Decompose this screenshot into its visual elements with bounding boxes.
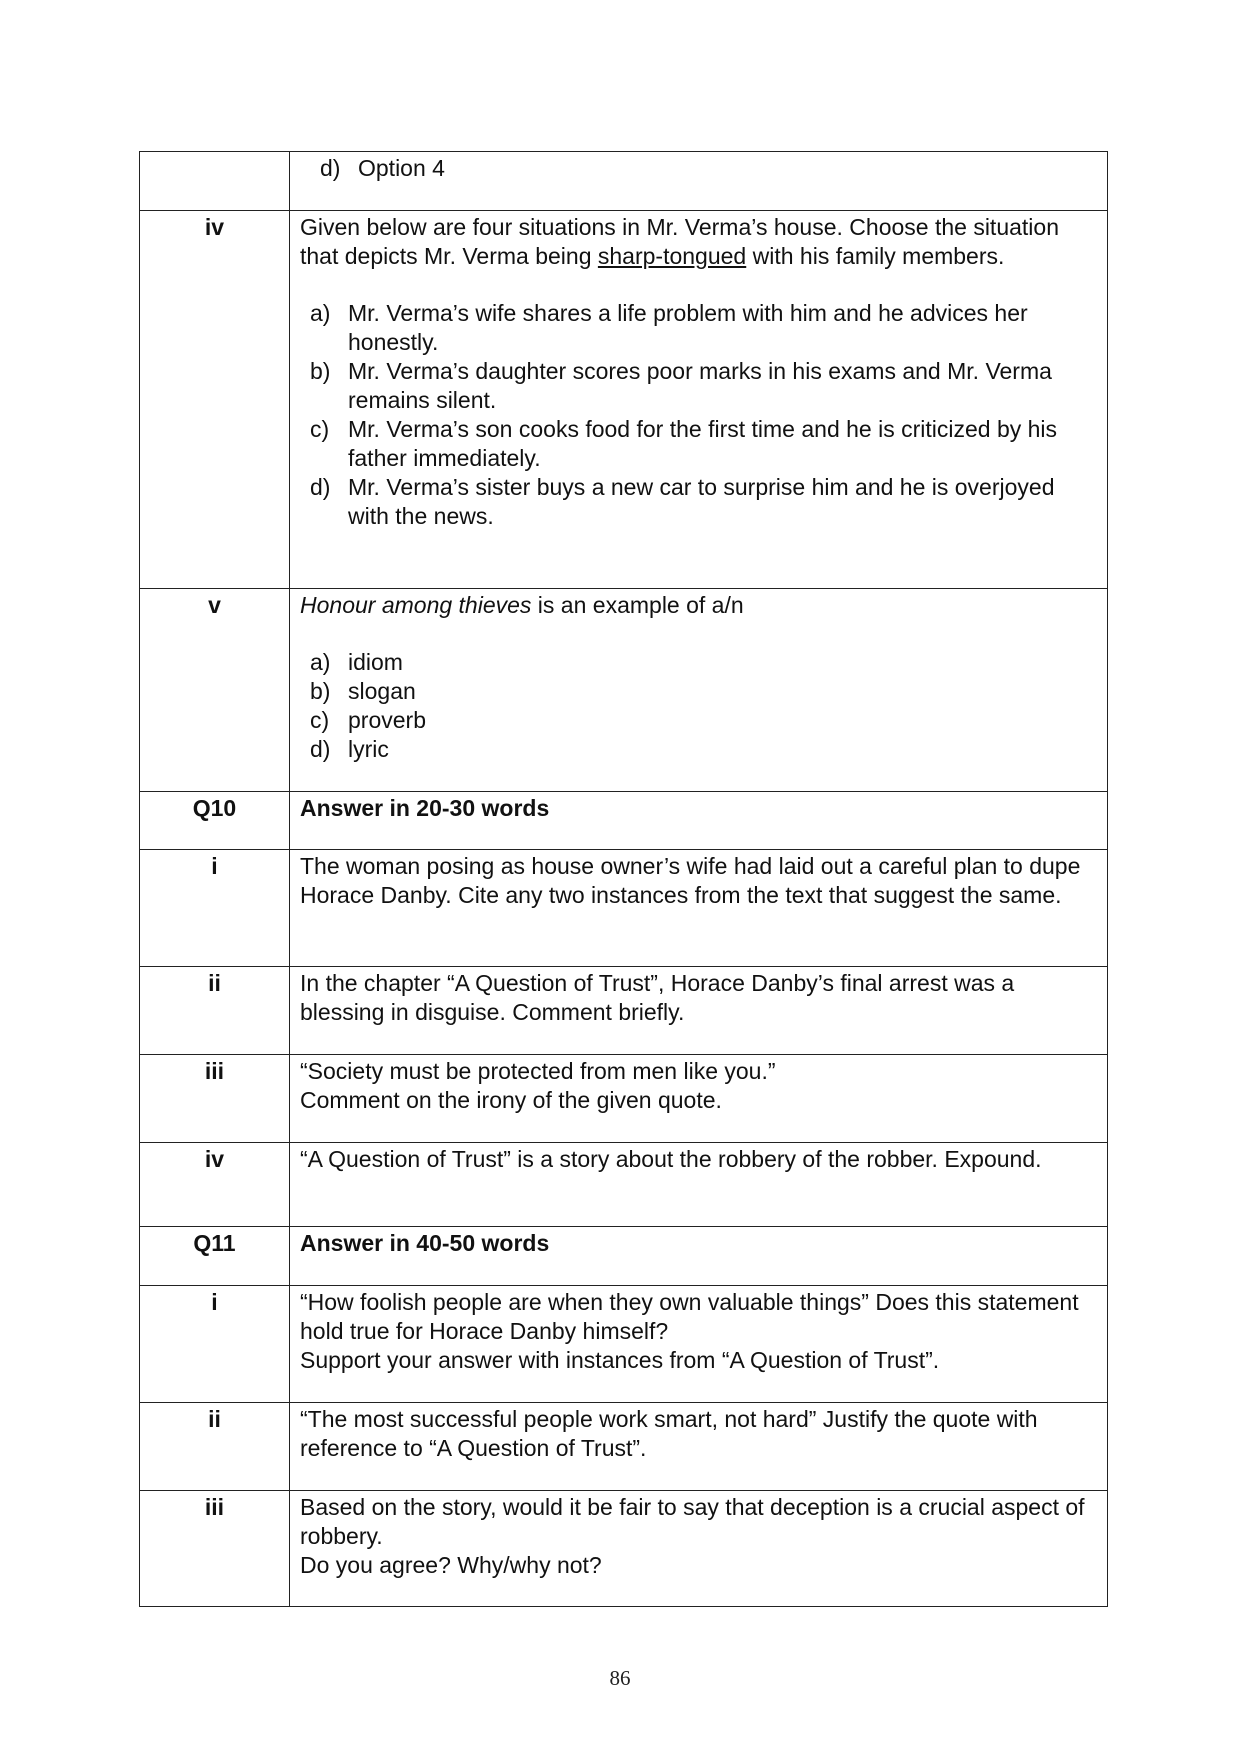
question-number: iii bbox=[204, 1058, 225, 1084]
option-text: Mr. Verma’s daughter scores poor marks in his exams and Mr. Verma remains silent. bbox=[348, 358, 1052, 413]
question-text bbox=[300, 591, 1097, 620]
question-text bbox=[300, 213, 1097, 271]
section-heading: Answer in 20-30 words bbox=[300, 795, 550, 821]
question-text: “The most successful people work smart, not hard” Justify the quote with reference to “A Question of Trust”. bbox=[300, 1406, 1038, 1461]
option-text: Option 4 bbox=[358, 155, 445, 181]
question-number-cell bbox=[140, 1143, 290, 1227]
option-text: lyric bbox=[348, 736, 389, 762]
question-text: Support your answer with instances from “A Question of Trust”. bbox=[300, 1347, 940, 1373]
page-number: 86 bbox=[609, 1666, 631, 1690]
option-letter: b) bbox=[310, 678, 331, 704]
table-row bbox=[140, 152, 1108, 211]
italic-phrase: Honour among thieves bbox=[300, 592, 532, 618]
underlined-term: sharp-tongued bbox=[597, 243, 747, 269]
option-letter: d) bbox=[320, 155, 341, 181]
question-table bbox=[139, 151, 1108, 1607]
question-number: iv bbox=[204, 214, 225, 240]
table-row bbox=[140, 1143, 1108, 1227]
option-text: Mr. Verma’s sister buys a new car to surprise him and he is overjoyed with the news. bbox=[348, 474, 1055, 529]
option-letter: d) bbox=[310, 736, 331, 762]
question-content-cell bbox=[290, 1055, 1108, 1143]
question-number: v bbox=[208, 592, 221, 618]
question-content-cell bbox=[290, 152, 1108, 211]
table-row bbox=[140, 589, 1108, 792]
option-list bbox=[300, 299, 1097, 531]
question-text: Do you agree? Why/why not? bbox=[300, 1552, 602, 1578]
question-text: In the chapter “A Question of Trust”, Horace Danby’s final arrest was a blessing in disguise. Comment briefly. bbox=[300, 970, 1015, 1025]
question-text: The woman posing as house owner’s wife had laid out a careful plan to dupe Horace Danby. Cite any two instances from the text that suggest the same. bbox=[300, 853, 1081, 908]
option-item bbox=[310, 415, 1097, 473]
section-number: Q11 bbox=[193, 1230, 236, 1256]
question-number-cell bbox=[140, 850, 290, 967]
question-content-cell bbox=[290, 1403, 1108, 1491]
table-row bbox=[140, 1491, 1108, 1607]
table-row bbox=[140, 1055, 1108, 1143]
option-letter: a) bbox=[310, 300, 331, 326]
table-row bbox=[140, 1227, 1108, 1286]
question-number-cell bbox=[140, 1491, 290, 1607]
section-number: Q10 bbox=[192, 795, 237, 821]
question-number: i bbox=[211, 1289, 218, 1315]
option-list bbox=[300, 648, 1097, 764]
option-item bbox=[310, 735, 1097, 764]
table-row bbox=[140, 792, 1108, 850]
option-item bbox=[320, 154, 1097, 183]
question-number: iv bbox=[204, 1146, 225, 1172]
question-content-cell bbox=[290, 850, 1108, 967]
option-letter: a) bbox=[310, 649, 331, 675]
option-text: proverb bbox=[348, 707, 426, 733]
option-list bbox=[300, 154, 1097, 183]
question-content-cell bbox=[290, 211, 1108, 589]
question-number-cell bbox=[140, 967, 290, 1055]
question-number-cell bbox=[140, 152, 290, 211]
option-text: idiom bbox=[348, 649, 403, 675]
question-text-part: is an example of a/n bbox=[531, 592, 744, 618]
question-number-cell bbox=[140, 1286, 290, 1403]
question-number: ii bbox=[208, 1406, 221, 1432]
option-letter: c) bbox=[310, 707, 330, 733]
option-item bbox=[310, 648, 1097, 677]
table-row bbox=[140, 1286, 1108, 1403]
section-heading-cell bbox=[290, 1227, 1108, 1286]
option-item bbox=[310, 357, 1097, 415]
question-number: ii bbox=[208, 970, 221, 996]
question-text-part: Given below are four situations in Mr. Verma’s house. Choose the situation that depicts Mr. Verma being bbox=[300, 214, 1059, 269]
question-text: Based on the story, would it be fair to say that deception is a crucial aspect of robbery. bbox=[300, 1494, 1085, 1549]
question-content-cell bbox=[290, 1143, 1108, 1227]
section-heading: Answer in 40-50 words bbox=[300, 1230, 550, 1256]
table-row bbox=[140, 850, 1108, 967]
quote-text: “Society must be protected from men like you.” bbox=[300, 1058, 776, 1084]
question-text: Comment on the irony of the given quote. bbox=[300, 1087, 722, 1113]
section-heading-cell bbox=[290, 792, 1108, 850]
question-content-cell bbox=[290, 1286, 1108, 1403]
question-number-cell bbox=[140, 1055, 290, 1143]
question-number-cell bbox=[140, 211, 290, 589]
table-row bbox=[140, 967, 1108, 1055]
question-content-cell bbox=[290, 1491, 1108, 1607]
question-number: iii bbox=[204, 1494, 225, 1520]
question-content-cell bbox=[290, 589, 1108, 792]
question-content-cell bbox=[290, 967, 1108, 1055]
option-item bbox=[310, 299, 1097, 357]
question-text-part: with his family members. bbox=[746, 243, 1005, 269]
option-letter: c) bbox=[310, 416, 330, 442]
option-text: slogan bbox=[348, 678, 416, 704]
option-letter: b) bbox=[310, 358, 331, 384]
question-number-cell bbox=[140, 589, 290, 792]
option-item bbox=[310, 473, 1097, 531]
table-row bbox=[140, 211, 1108, 589]
option-item bbox=[310, 677, 1097, 706]
option-letter: d) bbox=[310, 474, 331, 500]
question-number: i bbox=[211, 853, 218, 879]
question-number-cell bbox=[140, 1403, 290, 1491]
option-text: Mr. Verma’s son cooks food for the first time and he is criticized by his father immediately. bbox=[348, 416, 1058, 471]
question-text: “A Question of Trust” is a story about the robbery of the robber. Expound. bbox=[300, 1146, 1042, 1172]
option-item bbox=[310, 706, 1097, 735]
section-number-cell bbox=[140, 792, 290, 850]
section-number-cell bbox=[140, 1227, 290, 1286]
question-text: “How foolish people are when they own valuable things” Does this statement hold true for Horace Danby himself? bbox=[300, 1289, 1079, 1344]
table-row bbox=[140, 1403, 1108, 1491]
option-text: Mr. Verma’s wife shares a life problem with him and he advices her honestly. bbox=[348, 300, 1028, 355]
